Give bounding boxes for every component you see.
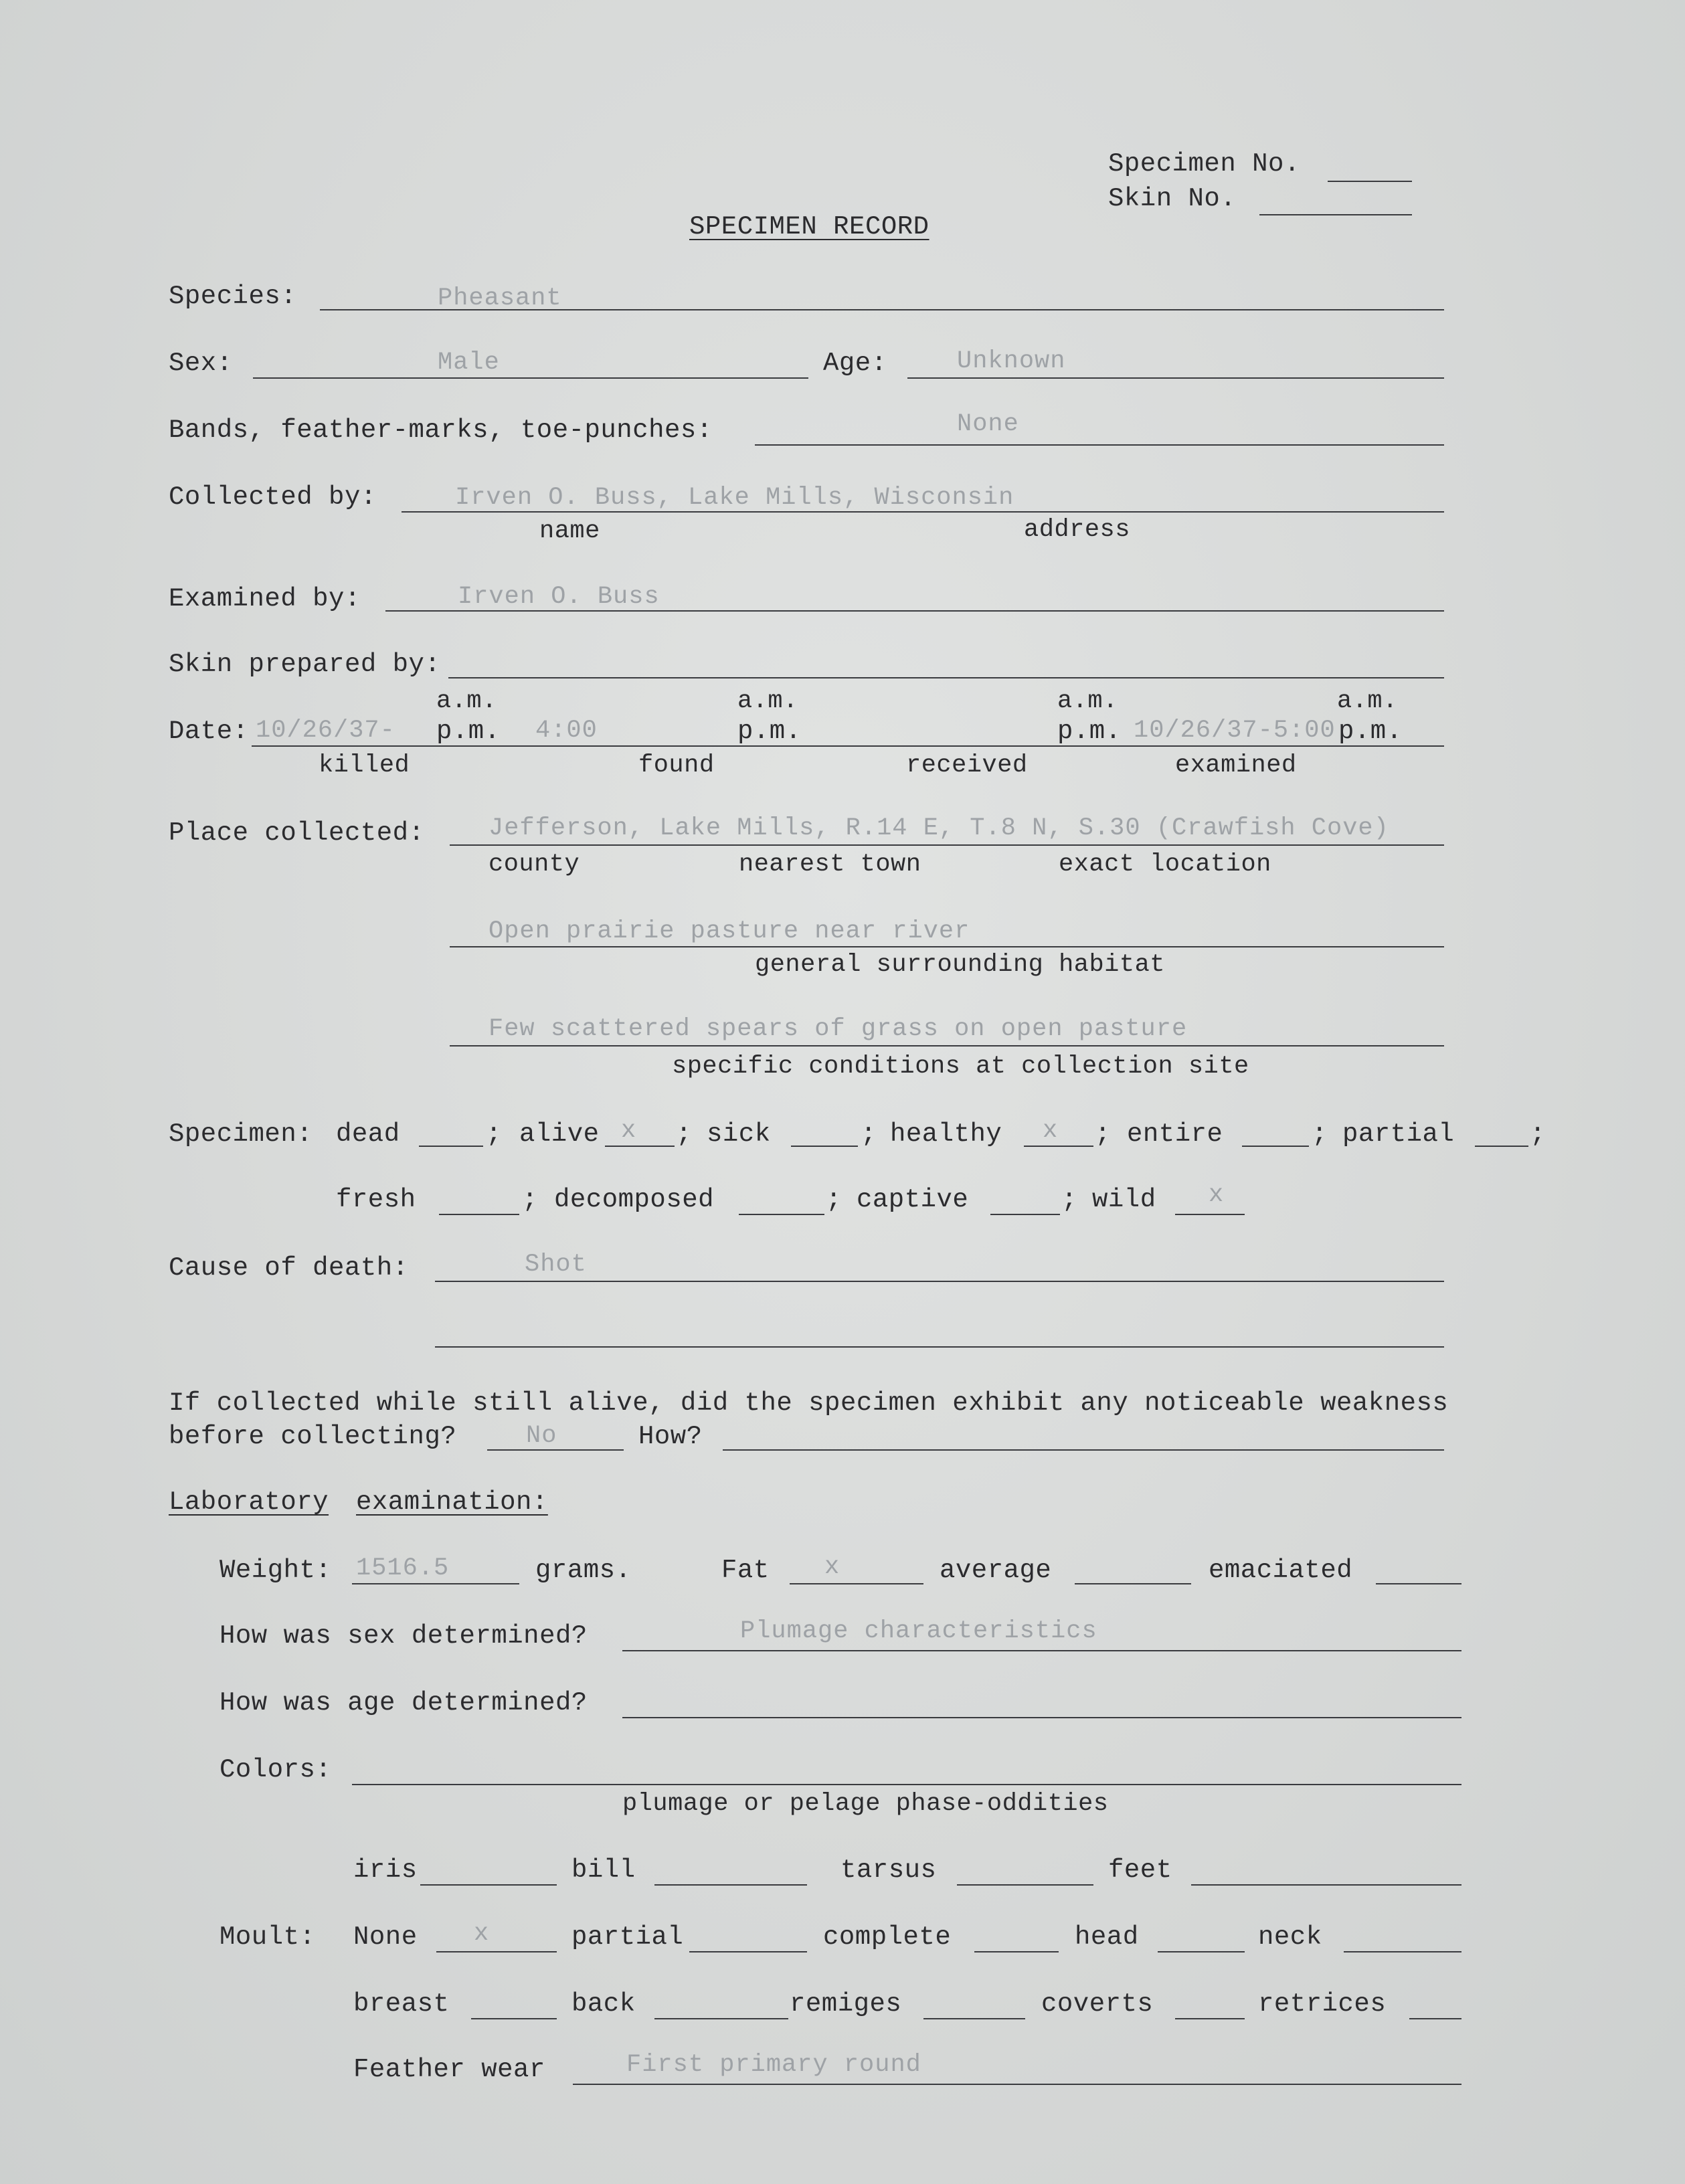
bands-label: Bands, feather-marks, toe-punches:	[169, 416, 713, 445]
feather-wear-label: Feather wear	[353, 2055, 545, 2084]
entire-label: entire	[1127, 1119, 1223, 1149]
alive-mark: x	[621, 1117, 637, 1145]
date-received-caption: received	[906, 751, 1028, 780]
collected-by-address-caption: address	[1024, 516, 1130, 544]
iris-field[interactable]	[420, 1884, 557, 1886]
fat-label: Fat	[721, 1556, 770, 1585]
moult-complete-label: complete	[823, 1922, 952, 1952]
alive-label: alive	[519, 1119, 600, 1149]
moult-none-label: None	[353, 1922, 418, 1952]
place-value: Jefferson, Lake Mills, R.14 E, T.8 N, S.30 (Crawfish Cove)	[489, 814, 1389, 842]
separator: ;	[486, 1119, 502, 1149]
partial-field[interactable]	[1475, 1146, 1528, 1147]
bands-value: None	[957, 410, 1019, 438]
sex-label: Sex:	[169, 349, 233, 378]
wild-field[interactable]	[1175, 1214, 1245, 1215]
specimen-no-label: Specimen No.	[1108, 149, 1300, 179]
age-determined-field[interactable]	[622, 1717, 1461, 1718]
separator: ;	[826, 1185, 842, 1214]
moult-neck-label: neck	[1258, 1922, 1322, 1952]
weakness-answer-field[interactable]	[487, 1449, 624, 1451]
moult-partial-label: partial	[571, 1922, 684, 1952]
how-label: How?	[638, 1422, 703, 1451]
age-value: Unknown	[957, 347, 1066, 375]
date-killed-value: 10/26/37-	[256, 717, 395, 745]
moult-head-field[interactable]	[1158, 1951, 1245, 1952]
place-location-caption: exact location	[1059, 850, 1271, 879]
weakness-question-2: before collecting?	[169, 1422, 457, 1451]
moult-neck-field[interactable]	[1344, 1951, 1461, 1952]
examined-pm: p.m.	[1338, 717, 1403, 746]
bill-label: bill	[571, 1855, 636, 1885]
lab-heading-a: Laboratory	[169, 1487, 329, 1517]
conditions-value: Few scattered spears of grass on open pasture	[489, 1015, 1188, 1043]
captive-field[interactable]	[990, 1214, 1060, 1215]
moult-none-mark: x	[474, 1920, 490, 1948]
conditions-caption: specific conditions at collection site	[672, 1053, 1249, 1081]
separator: ;	[1061, 1185, 1077, 1214]
sex-determined-value: Plumage characteristics	[740, 1617, 1097, 1645]
examined-by-label: Examined by:	[169, 584, 361, 614]
examined-by-field[interactable]	[385, 610, 1444, 612]
date-killed-time: 4:00	[535, 717, 598, 745]
date-label: Date:	[169, 717, 249, 746]
examined-by-value: Irven O. Buss	[458, 583, 660, 611]
cause-value: Shot	[525, 1251, 587, 1279]
how-field[interactable]	[723, 1449, 1444, 1451]
specimen-label: Specimen:	[169, 1119, 313, 1149]
separator: ;	[861, 1119, 877, 1149]
received-pm: p.m.	[1057, 717, 1122, 746]
lab-heading-b: examination:	[356, 1487, 548, 1517]
moult-complete-field[interactable]	[974, 1951, 1059, 1952]
date-examined-caption: examined	[1175, 751, 1297, 780]
entire-field[interactable]	[1242, 1146, 1309, 1147]
separator: ;	[1530, 1119, 1546, 1149]
decomposed-label: decomposed	[554, 1185, 715, 1214]
healthy-label: healthy	[890, 1119, 1002, 1149]
healthy-field[interactable]	[1024, 1146, 1093, 1147]
feather-wear-field[interactable]	[573, 2084, 1461, 2085]
specimen-no-field[interactable]	[1328, 181, 1412, 182]
colors-label: Colors:	[219, 1755, 332, 1785]
fresh-label: fresh	[336, 1185, 416, 1214]
wild-mark: x	[1209, 1181, 1225, 1209]
fat-mark: x	[824, 1553, 840, 1581]
cause-field[interactable]	[435, 1281, 1444, 1282]
retrices-field[interactable]	[1409, 2018, 1461, 2019]
killed-am: a.m.	[436, 687, 497, 715]
species-label: Species:	[169, 282, 297, 311]
species-value: Pheasant	[438, 284, 562, 312]
weight-value: 1516.5	[356, 1554, 450, 1582]
date-examined-value: 10/26/37-5:00	[1134, 717, 1336, 745]
species-field[interactable]	[320, 309, 1444, 310]
breast-label: breast	[353, 1989, 450, 2019]
sex-value: Male	[438, 349, 500, 377]
habitat-value: Open prairie pasture near river	[489, 917, 970, 945]
date-field[interactable]	[252, 745, 1444, 747]
coverts-label: coverts	[1041, 1989, 1154, 2019]
moult-none-field[interactable]	[436, 1951, 557, 1952]
sex-determined-label: How was sex determined?	[219, 1621, 588, 1651]
fat-field[interactable]	[790, 1583, 923, 1584]
conditions-field[interactable]	[450, 1045, 1444, 1046]
remiges-label: remiges	[790, 1989, 902, 2019]
killed-pm: p.m.	[436, 717, 501, 746]
fresh-field[interactable]	[439, 1214, 519, 1215]
age-field[interactable]	[907, 377, 1444, 379]
separator: ;	[522, 1185, 538, 1214]
emaciated-field[interactable]	[1376, 1583, 1461, 1584]
weight-field[interactable]	[352, 1583, 519, 1584]
back-field[interactable]	[654, 2018, 788, 2019]
sick-field[interactable]	[791, 1146, 858, 1147]
separator: ;	[676, 1119, 692, 1149]
collected-by-value: Irven O. Buss, Lake Mills, Wisconsin	[455, 484, 1014, 512]
weight-label: Weight:	[219, 1556, 332, 1585]
place-county-caption: county	[489, 850, 580, 879]
coverts-field[interactable]	[1175, 2018, 1245, 2019]
healthy-mark: x	[1043, 1117, 1059, 1145]
partial-label: partial	[1342, 1119, 1455, 1149]
decomposed-field[interactable]	[739, 1214, 824, 1215]
separator: ;	[1095, 1119, 1111, 1149]
iris-label: iris	[353, 1855, 418, 1885]
colors-field[interactable]	[352, 1784, 1461, 1785]
feet-field[interactable]	[1191, 1884, 1461, 1886]
bill-field[interactable]	[654, 1884, 807, 1886]
back-label: back	[571, 1989, 636, 2019]
moult-head-label: head	[1075, 1922, 1139, 1952]
tarsus-field[interactable]	[957, 1884, 1093, 1886]
skin-no-label: Skin No.	[1108, 184, 1237, 213]
collected-by-label: Collected by:	[169, 482, 377, 512]
collected-by-name-caption: name	[539, 517, 600, 545]
feather-wear-value: First primary round	[626, 2051, 921, 2079]
habitat-caption: general surrounding habitat	[755, 951, 1165, 979]
breast-field[interactable]	[471, 2018, 557, 2019]
moult-partial-field[interactable]	[689, 1951, 807, 1952]
skin-no-field[interactable]	[1259, 214, 1412, 215]
average-field[interactable]	[1075, 1583, 1191, 1584]
age-determined-label: How was age determined?	[219, 1688, 588, 1718]
skin-prepared-field[interactable]	[448, 677, 1444, 678]
weakness-answer: No	[526, 1422, 557, 1450]
form-title: SPECIMEN RECORD	[689, 212, 929, 242]
place-town-caption: nearest town	[739, 850, 921, 879]
separator: ;	[1312, 1119, 1328, 1149]
tarsus-label: tarsus	[840, 1855, 937, 1885]
examined-am: a.m.	[1337, 687, 1398, 715]
average-label: average	[940, 1556, 1052, 1585]
feet-label: feet	[1108, 1855, 1172, 1885]
captive-label: captive	[857, 1185, 969, 1214]
place-field[interactable]	[450, 844, 1444, 846]
dead-field[interactable]	[419, 1146, 483, 1147]
received-am: a.m.	[1057, 687, 1118, 715]
dead-label: dead	[336, 1119, 400, 1149]
plumage-caption: plumage or pelage phase-oddities	[622, 1790, 1109, 1818]
found-am: a.m.	[737, 687, 798, 715]
age-label: Age:	[823, 349, 887, 378]
moult-label: Moult:	[219, 1922, 316, 1952]
alive-field[interactable]	[605, 1146, 675, 1147]
cause-label: Cause of death:	[169, 1253, 409, 1283]
sex-determined-field[interactable]	[622, 1650, 1461, 1651]
skin-prepared-label: Skin prepared by:	[169, 650, 441, 679]
collected-by-field[interactable]	[402, 511, 1444, 513]
remiges-field[interactable]	[923, 2018, 1025, 2019]
bands-field[interactable]	[755, 444, 1444, 446]
date-found-caption: found	[638, 751, 715, 780]
emaciated-label: emaciated	[1209, 1556, 1353, 1585]
place-label: Place collected:	[169, 818, 425, 848]
cause-field-2[interactable]	[435, 1346, 1444, 1348]
retrices-label: retrices	[1258, 1989, 1387, 2019]
sick-label: sick	[707, 1119, 771, 1149]
grams-label: grams.	[535, 1556, 632, 1585]
habitat-field[interactable]	[450, 946, 1444, 947]
date-killed-caption: killed	[319, 751, 410, 780]
sex-field[interactable]	[253, 377, 808, 379]
weakness-question-1: If collected while still alive, did the specimen exhibit any noticeable weakness	[169, 1388, 1449, 1418]
wild-label: wild	[1092, 1185, 1156, 1214]
found-pm: p.m.	[737, 717, 802, 746]
